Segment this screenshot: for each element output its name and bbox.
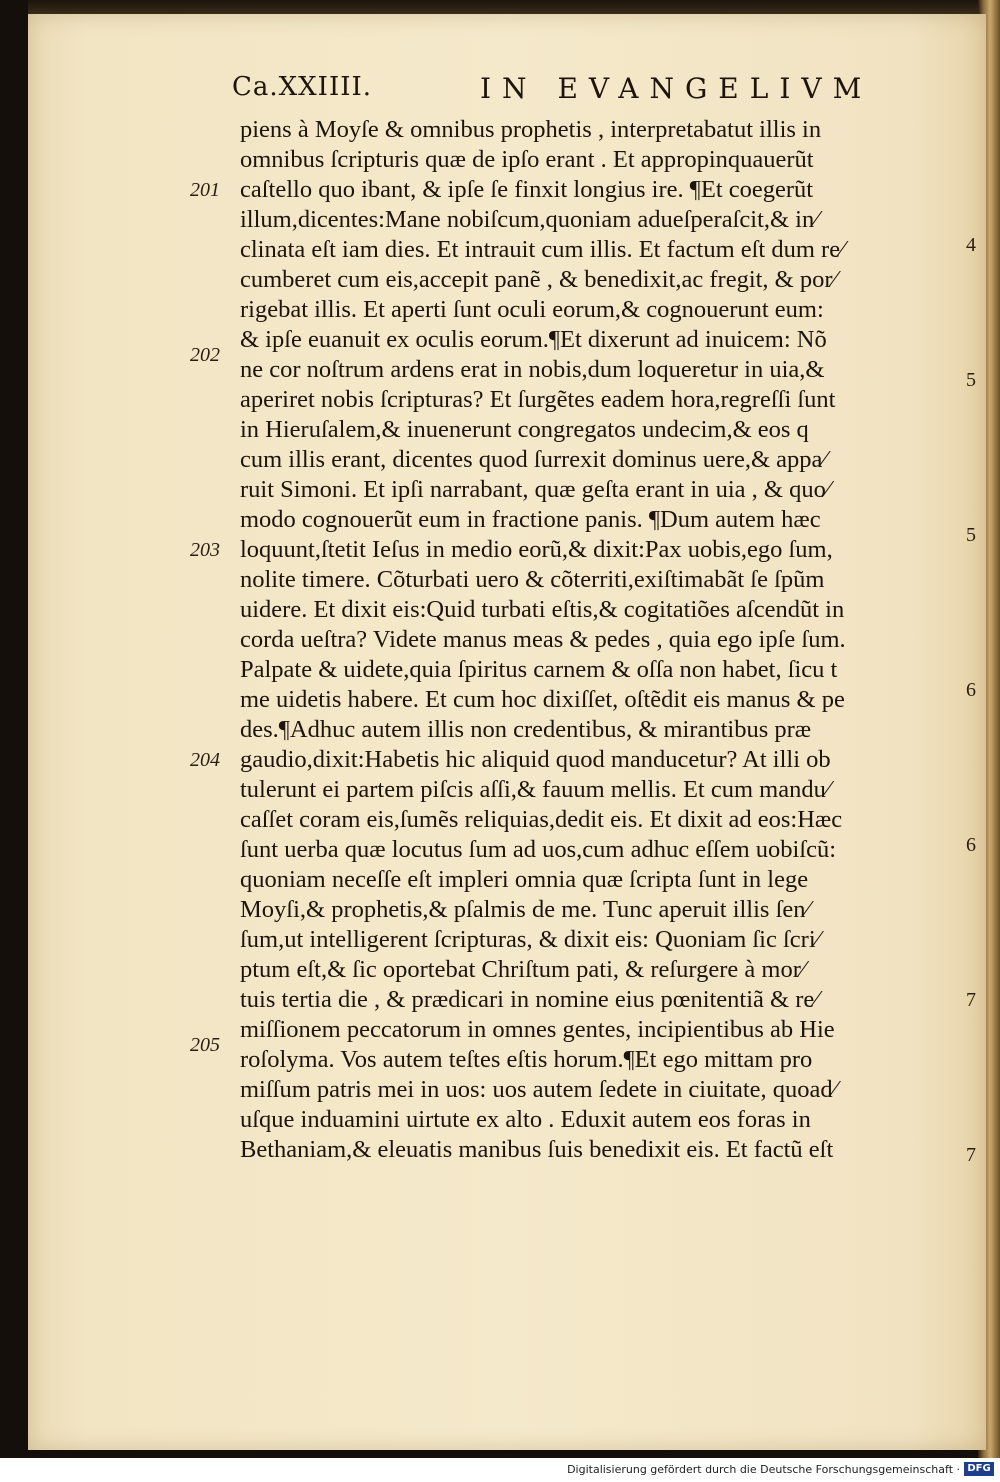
- text-line: ne cor noſtrum ardens erat in nobis,dum loqueretur in uia,&: [240, 356, 825, 383]
- text-line: nolite timere. Cõturbati uero & cõterriti,exiſtimabãt ſe ſpũm: [240, 566, 825, 593]
- verse-number: 201: [190, 179, 220, 201]
- edge-mark: 4: [966, 234, 976, 256]
- dfg-logo: DFG: [964, 1462, 994, 1476]
- edge-mark: 5: [966, 369, 976, 391]
- page-top-edge: [28, 0, 986, 14]
- text-line: loquunt,ſtetit Ieſus in medio eorũ,& dixit:Pax uobis,ego ſum,: [240, 536, 833, 563]
- verse-number: 202: [190, 344, 220, 366]
- text-line: corda ueſtra? Videte manus meas & pedes , quia ego ipſe ſum.: [240, 626, 846, 653]
- text-line: modo cognouerũt eum in fractione panis. ¶Dum autem hæc: [240, 506, 821, 533]
- text-line: caſtello quo ibant, & ipſe ſe finxit longius ire. ¶Et coegerũt: [240, 176, 814, 203]
- edge-mark: 7: [966, 1144, 976, 1166]
- running-title: IN EVANGELIVM: [480, 72, 873, 105]
- text-line: aperiret nobis ſcripturas? Et ſurgẽtes eadem hora,regreſſi ſunt: [240, 386, 836, 413]
- edge-mark: 6: [966, 679, 976, 701]
- chapter-header: Ca.XXIIII.: [232, 72, 373, 102]
- edge-mark: 7: [966, 989, 976, 1011]
- text-line: gaudio,dixit:Habetis hic aliquid quod manducetur? At illi ob: [240, 746, 831, 773]
- text-line: des.¶Adhuc autem illis non credentibus, & mirantibus præ: [240, 716, 812, 743]
- text-line: ptum eſt,& ſic oportebat Chriſtum pati, & reſurgere à mor⁄: [240, 956, 805, 983]
- text-line: ſunt uerba quæ locutus ſum ad uos,cum adhuc eſſem uobiſcũ:: [240, 836, 837, 863]
- footer-bar: [0, 1458, 1000, 1482]
- text-line: cum illis erant, dicentes quod ſurrexit dominus uere,& appa⁄: [240, 446, 827, 473]
- verse-number: 203: [190, 539, 220, 561]
- text-line: uidere. Et dixit eis:Quid turbati eſtis,& cogitatiões aſcendũt in: [240, 596, 845, 623]
- text-line: tulerunt ei partem piſcis aſſi,& fauum mellis. Et cum mandu⁄: [240, 776, 830, 803]
- text-line: rigebat illis. Et aperti ſunt oculi eorum,& cognouerunt eum:: [240, 296, 824, 323]
- text-line: piens à Moyſe & omnibus prophetis , interpretabatut illis in: [240, 116, 822, 143]
- text-line: & ipſe euanuit ex oculis eorum.¶Et dixerunt ad inuicem: Nõ: [240, 326, 827, 353]
- text-line: miſſionem peccatorum in omnes gentes, incipientibus ab Hie: [240, 1016, 835, 1043]
- text-line: illum,dicentes:Mane nobiſcum,quoniam adueſperaſcit,& in⁄: [240, 206, 819, 233]
- text-line: quoniam neceſſe eſt impleri omnia quæ ſcripta ſunt in lege: [240, 866, 809, 893]
- text-line: miſſum patris mei in uos: uos autem ſedete in ciuitate, quoad⁄: [240, 1076, 837, 1103]
- edge-mark: 6: [966, 834, 976, 856]
- verse-number: 204: [190, 749, 220, 771]
- text-line: me uidetis habere. Et cum hoc dixiſſet, oſtẽdit eis manus & pe: [240, 686, 845, 713]
- text-line: omnibus ſcripturis quæ de ipſo erant . Et appropinquauerũt: [240, 146, 814, 173]
- text-line: in Hieruſalem,& inuenerunt congregatos undecim,& eos q: [240, 416, 809, 443]
- text-line: ſum,ut intelligerent ſcripturas, & dixit eis: Quoniam ſic ſcri⁄: [240, 926, 820, 953]
- text-line: Moyſi,& prophetis,& pſalmis de me. Tunc aperuit illis ſen⁄: [240, 896, 810, 923]
- funding-credit: Digitalisierung gefördert durch die Deutsche Forschungsgemeinschaft ·: [567, 1463, 960, 1476]
- verse-number: 205: [190, 1034, 220, 1056]
- text-line: uſque induamini uirtute ex alto . Eduxit autem eos foras in: [240, 1106, 811, 1133]
- text-line: tuis tertia die , & prædicari in nomine eius pœnitentiã & re⁄: [240, 986, 819, 1013]
- text-line: caſſet coram eis,ſumẽs reliquias,dedit eis. Et dixit ad eos:Hæc: [240, 806, 843, 833]
- text-line: Palpate & uidete,quia ſpiritus carnem & oſſa non habet, ſicu t: [240, 656, 838, 683]
- text-line: clinata eſt iam dies. Et intrauit cum illis. Et factum eſt dum re⁄: [240, 236, 845, 263]
- edge-mark: 5: [966, 524, 976, 546]
- text-line: cumberet cum eis,accepit panẽ , & benedixit,ac fregit, & por⁄: [240, 266, 837, 293]
- text-line: roſolyma. Vos autem teſtes eſtis horum.¶Et ego mittam pro: [240, 1046, 813, 1073]
- text-line: Bethaniam,& eleuatis manibus ſuis benedixit eis. Et factũ eſt: [240, 1136, 834, 1163]
- text-line: ruit Simoni. Et ipſi narrabant, quæ geſta erant in uia , & quo⁄: [240, 476, 830, 503]
